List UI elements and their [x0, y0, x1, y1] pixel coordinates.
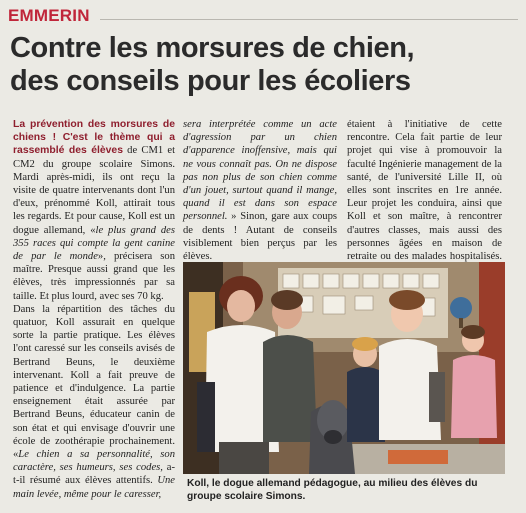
headline-line-1: Contre les morsures de chien,: [10, 32, 415, 64]
quote-text: Le chien a sa personnalité, son caractère, ses humeurs, ses codes,: [13, 449, 175, 474]
headline: [10, 32, 520, 98]
body-text: étaient à l'initiative de cette rencontre. Cela fait partie de leur projet qui vise à promouvoir la faculté Ingénierie management de la santé, de l'université Lille II, où elles sont inscrites en 1re année. Leur projet les conduira, ainsi que Koll et son maître, à rencontrer d'autres classes, mais aussi des personnes âgées en maison de retraite ou des malades hospitalisés.: [347, 119, 502, 263]
section-rule: [100, 19, 518, 20]
article-column-1: [13, 118, 175, 501]
body-text: a-t-il résumé aux élèves attentifs.: [13, 462, 175, 487]
body-text: de CM1 et CM2 du groupe scolaire Simons. Mardi après-midi, ils ont reçu la visite de quatre intervenants dont l'un d'eux, prénommé Koll, attirait tous les regards. Et pour cause, Koll est un dogue allemand, «: [13, 145, 176, 236]
quote-text: le plus grand des 355 races qui compte la gent canine de par le monde: [13, 224, 175, 263]
paragraph: [183, 118, 337, 263]
quote-text: sera interprétée comme un acte d'agression par un chien d'apparence inoffensive, mais qui ne vous connaît pas. On ne dispose pas non plus de son chien comme d'un jouet, surtout quand il mange, quand il est dans son espace personnel.: [183, 119, 337, 223]
article-column-3: [347, 118, 502, 276]
headline-line-2: des conseils pour les écoliers: [10, 65, 411, 97]
section-label: EMMERIN: [8, 6, 90, 25]
lead-text: La prévention des morsures de chiens ! C'est le thème qui a rassemblé des élèves: [13, 119, 175, 157]
paragraph: [347, 118, 502, 276]
body-text: », précisera son maître. Presque aussi grand que les élèves, très impressionnés par sa taille. Et plus lourd, avec ses 70 kg.: [13, 251, 175, 302]
quote-text: Une main levée, même pour le caresser,: [13, 475, 175, 500]
photo-caption: Koll, le dogue allemand pédagogue, au milieu des élèves du groupe scolaire Simons.: [187, 478, 478, 502]
body-text: » Sinon, gare aux coups de dents ! Autant de conseils visiblement bien perçus par les élèves.: [183, 211, 337, 263]
paragraph: [13, 303, 175, 501]
classroom-photo-illustration: [183, 262, 505, 474]
paragraph: [13, 118, 175, 303]
body-text: Dans la répartition des tâches du quatuor, Koll assurait en quelque sorte la partie pratique. Les élèves l'ont caressé sur les conseils avisés de Bertrand Beuns, le deuxième intervenant. Koll a fait preuve de patience et d'indulgence. La partie enseignement était assurée par Bertrand Beuns, éducateur canin de son état et qui envisage d'ouvrir une école de zoothérapie prochainement. «: [13, 303, 175, 461]
article-photo: [183, 262, 505, 474]
